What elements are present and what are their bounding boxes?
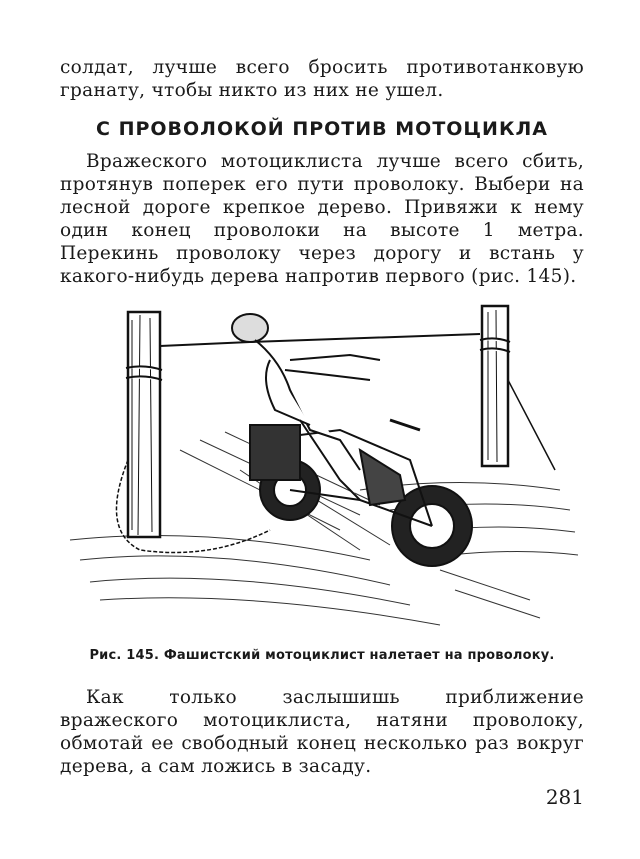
- right-tree: [480, 306, 555, 470]
- left-tree: [126, 312, 162, 537]
- section-heading: С ПРОВОЛОКОЙ ПРОТИВ МОТОЦИКЛА: [96, 118, 548, 140]
- wire: [160, 334, 480, 346]
- paragraph-wire-instructions: Вражеского мотоциклиста лучше всего сбить, протянув поперек его пути проволоку. Выбери на лесной дороге крепкое дерево. Привяжи к нему один конец проволоки на высоте 1 метра. Перекинь проволоку через дорогу и встань у какого-нибудь дерева напротив первого (рис. 145).: [60, 151, 584, 287]
- paragraph-ambush: Как только заслышишь приближение вражеского мотоциклиста, натяни проволоку, обмотай ее свободный конец несколько раз вокруг дерева, а сам ложись в засаду.: [60, 687, 584, 777]
- intro-paragraph: солдат, лучше всего бросить противотанковую гранату, чтобы никто из них не ушел.: [60, 57, 584, 101]
- page-number: 281: [545, 785, 584, 809]
- figure-caption: Рис. 145. Фашистский мотоциклист налетает на проволоку.: [89, 648, 555, 663]
- illustration-motorcyclist-wire: [60, 300, 584, 638]
